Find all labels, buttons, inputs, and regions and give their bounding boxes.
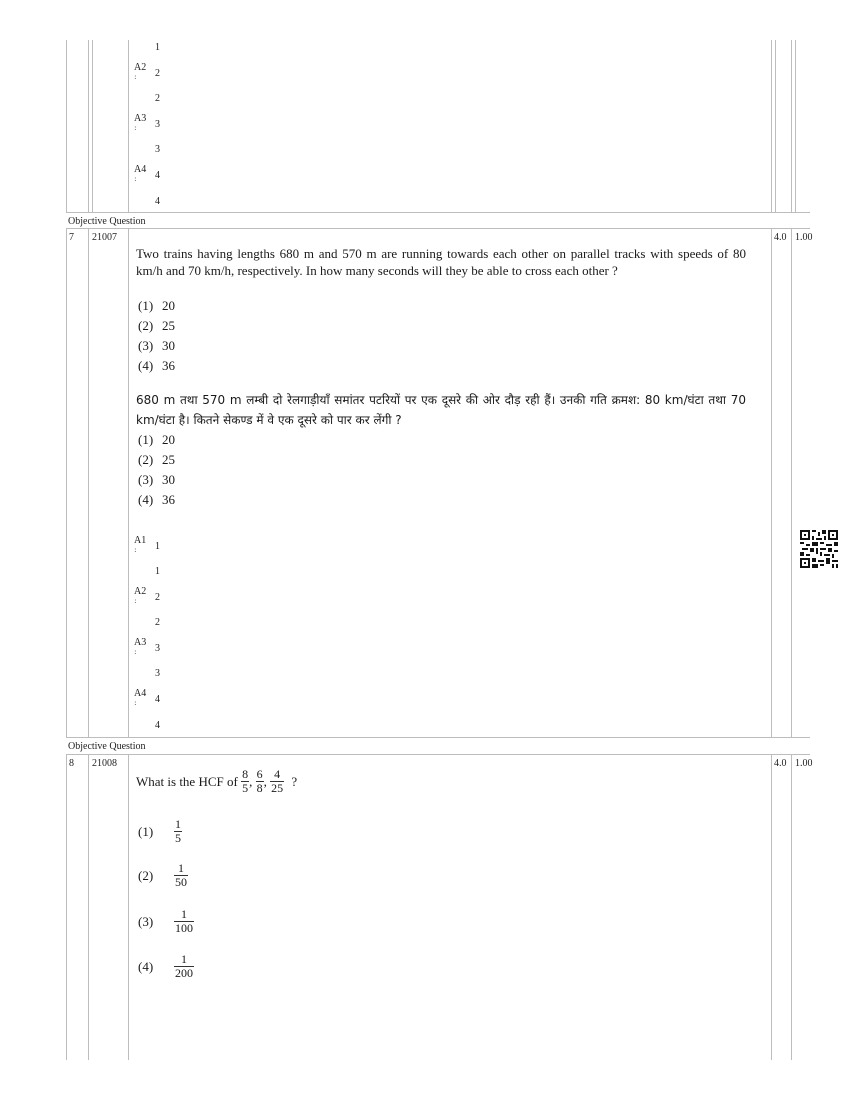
- answer-label: A1: [134, 535, 147, 546]
- question-id: 21007: [92, 232, 117, 243]
- grid-line: [795, 40, 796, 212]
- answer-colon: :: [134, 72, 137, 81]
- options-hindi: [138, 430, 175, 510]
- row-divider: [66, 737, 810, 738]
- answer-id: 2: [155, 93, 160, 104]
- option-value: 30: [162, 338, 175, 353]
- grid-line: [128, 755, 129, 1060]
- option: [138, 430, 175, 450]
- option: [138, 490, 175, 510]
- option-value: 25: [162, 318, 175, 333]
- option-value: 20: [162, 432, 175, 447]
- options-english: [138, 296, 175, 376]
- grid-line: [88, 40, 89, 212]
- fraction-numerator: 1: [174, 908, 194, 922]
- option-number: (1): [138, 432, 154, 447]
- question-marks: 4.0: [774, 758, 787, 769]
- fraction-numerator: 1: [174, 953, 194, 967]
- question-serial: 7: [69, 232, 74, 243]
- grid-line: [66, 229, 67, 737]
- question-type-label: Objective Question: [68, 216, 146, 227]
- answer-label: A2: [134, 62, 147, 73]
- option: [138, 356, 175, 376]
- option-value: 30: [162, 472, 175, 487]
- answer-label: A3: [134, 113, 147, 124]
- answer-colon: :: [134, 647, 137, 656]
- answer-value: 4: [155, 694, 160, 705]
- row-divider: [66, 228, 810, 229]
- option: [138, 862, 188, 889]
- grid-line: [66, 755, 67, 1060]
- fraction-denominator: 5: [242, 781, 249, 795]
- grid-line: [775, 40, 776, 212]
- fraction-denominator: 25: [271, 781, 284, 795]
- answer-value: 3: [155, 119, 160, 130]
- answer-colon: :: [134, 698, 137, 707]
- option-value: 36: [162, 492, 175, 507]
- question-negative-marks: 1.00: [795, 758, 813, 769]
- question-negative-marks: 1.00: [795, 232, 813, 243]
- fraction-numerator: 1: [175, 817, 181, 831]
- answer-value: 2: [155, 592, 160, 603]
- option: [138, 908, 194, 935]
- question-text-english: What is the HCF of $\frac{8}{5}$ , $\frac{6}{8}$ , $\frac{4}{25}$ ?: [136, 767, 298, 795]
- grid-line: [128, 229, 129, 737]
- grid-line: [88, 229, 89, 737]
- question-marks: 4.0: [774, 232, 787, 243]
- fraction: [270, 768, 284, 795]
- option-number: (1): [138, 298, 154, 313]
- fraction-denominator: 8: [256, 781, 263, 795]
- grid-line: [771, 755, 772, 1060]
- answer-value: 2: [155, 68, 160, 79]
- answer-id: 2: [155, 617, 160, 628]
- fraction-denominator: 50: [175, 875, 187, 889]
- option: [138, 450, 175, 470]
- option: [138, 953, 194, 980]
- option-value: 20: [162, 298, 175, 313]
- fraction-numerator: 6: [256, 767, 263, 781]
- grid-line: [791, 755, 792, 1060]
- option-number: (3): [138, 338, 154, 353]
- question-type-label: Objective Question: [68, 741, 146, 752]
- answer-value: 3: [155, 643, 160, 654]
- fraction-denominator: 5: [175, 831, 181, 845]
- option-number: (4): [138, 958, 154, 974]
- question-prefix: What is the HCF of: [136, 774, 238, 789]
- option-number: (2): [138, 867, 154, 883]
- grid-line: [771, 40, 772, 212]
- fraction-numerator: 1: [174, 862, 188, 876]
- answer-id: 4: [155, 196, 160, 207]
- fraction: [241, 768, 249, 795]
- answer-id: 1: [155, 566, 160, 577]
- option: [138, 470, 175, 490]
- grid-line: [66, 40, 67, 212]
- grid-line: [771, 229, 772, 737]
- option: [138, 336, 175, 356]
- option-number: (3): [138, 913, 154, 929]
- answer-label: A3: [134, 637, 147, 648]
- answer-value: 1: [155, 541, 160, 552]
- option-fraction: [174, 862, 188, 889]
- option-fraction: [174, 908, 194, 935]
- question-suffix: ?: [291, 774, 298, 789]
- answer-label: A4: [134, 164, 147, 175]
- option: [138, 316, 175, 336]
- option-number: (4): [138, 358, 154, 373]
- prev-id-line: 1: [155, 42, 160, 53]
- fraction-denominator: 100: [175, 921, 193, 935]
- qr-code-icon: [800, 530, 838, 568]
- fraction-numerator: 8: [242, 767, 249, 781]
- option-number: (2): [138, 452, 154, 467]
- grid-line: [128, 40, 129, 212]
- option-value: 25: [162, 452, 175, 467]
- answer-colon: :: [134, 123, 137, 132]
- fraction-denominator: 200: [175, 966, 193, 980]
- option-number: (3): [138, 472, 154, 487]
- option: [138, 296, 175, 316]
- grid-line: [791, 40, 792, 212]
- answer-value: 4: [155, 170, 160, 181]
- answer-id: 4: [155, 720, 160, 731]
- answer-id: 3: [155, 144, 160, 155]
- answer-colon: :: [134, 174, 137, 183]
- option-number: (4): [138, 492, 154, 507]
- answer-id: 3: [155, 668, 160, 679]
- question-id: 21008: [92, 758, 117, 769]
- answer-label: A2: [134, 586, 147, 597]
- option-fraction: [174, 953, 194, 980]
- option-value: 36: [162, 358, 175, 373]
- grid-line: [791, 229, 792, 737]
- row-divider: [66, 212, 810, 213]
- fraction: [256, 768, 264, 795]
- fraction-numerator: 4: [270, 768, 284, 782]
- answer-colon: :: [134, 596, 137, 605]
- question-text-english: Two trains having lengths 680 m and 570 m are running towards each other on parallel tracks with speeds of 80 km/h and 70 km/h, respectively. In how many seconds will they be able to cross each other ?: [136, 246, 746, 278]
- option-number: (1): [138, 823, 154, 839]
- answer-colon: :: [134, 545, 137, 554]
- question-serial: 8: [69, 758, 74, 769]
- option: [138, 818, 182, 845]
- row-divider: [66, 754, 810, 755]
- question-text-hindi: 680 m तथा 570 m लम्बी दो रेलगाड़ीयाँ समांतर पटरियों पर एक दूसरे की ओर दौड़ रही हैं। उनकी गति क्रमश: 80 km/घंटा तथा 70 km/घंटा है। कितने सेकण्ड में वे एक दूसरे को पार कर लेंगी ?: [136, 393, 746, 427]
- option-fraction: [174, 818, 182, 845]
- answer-label: A4: [134, 688, 147, 699]
- option-number: (2): [138, 318, 154, 333]
- grid-line: [92, 40, 93, 212]
- grid-line: [88, 755, 89, 1060]
